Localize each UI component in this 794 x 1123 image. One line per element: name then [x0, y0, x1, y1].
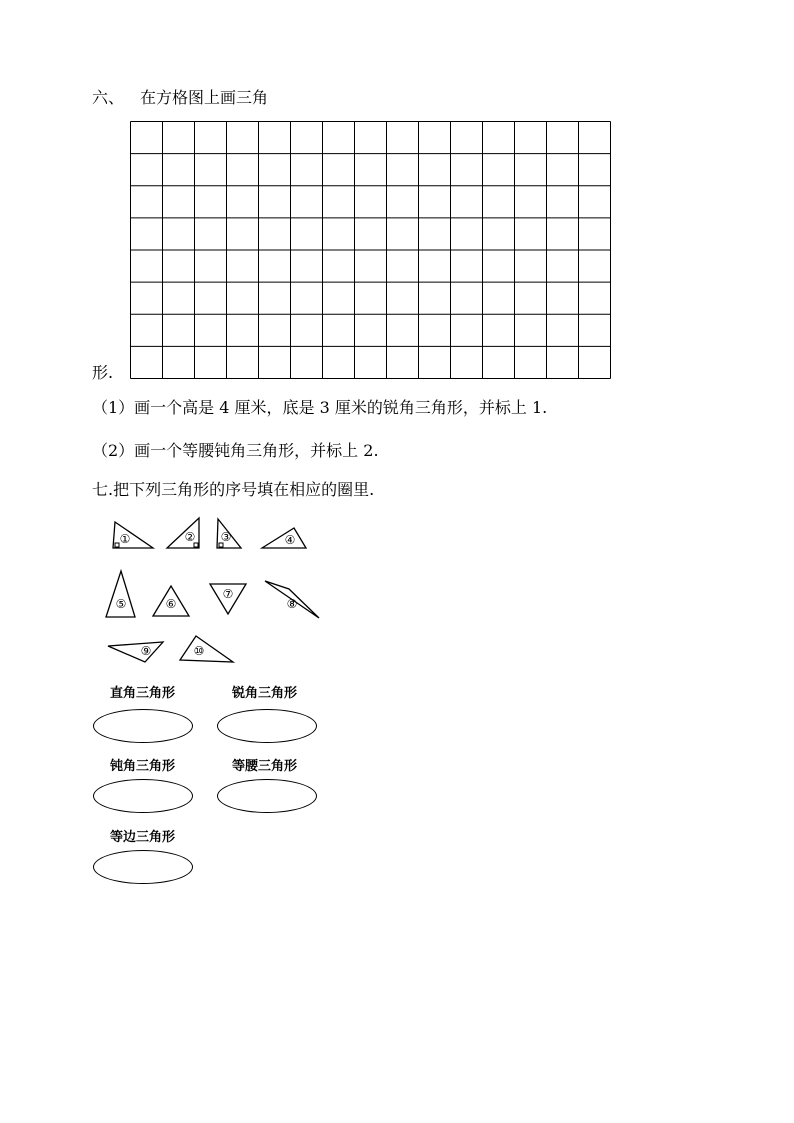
- triangle-label-4: ④: [284, 533, 296, 547]
- right-angle-mark-1: [115, 543, 119, 547]
- answer-oval-equilateral[interactable]: [93, 850, 193, 884]
- category-label-acute: 锐角三角形: [232, 686, 298, 701]
- triangle-figures: [96, 510, 336, 670]
- category-label-isosceles: 等腰三角形: [232, 759, 298, 774]
- answer-oval-isosceles[interactable]: [217, 779, 317, 813]
- triangle-label-6: ⑥: [165, 597, 177, 611]
- triangle-label-3: ③: [220, 530, 232, 544]
- section-6-number: 六、: [92, 88, 125, 107]
- triangle-label-10: ⑩: [193, 644, 205, 658]
- task-1-text: （1）画一个高是 4 厘米，底是 3 厘米的锐角三角形，并标上 1.: [92, 398, 548, 417]
- task-2-text: （2）画一个等腰钝角三角形，并标上 2.: [92, 441, 379, 460]
- section-6-title: 在方格图上画三角: [140, 88, 269, 107]
- triangle-label-5: ⑤: [115, 597, 127, 611]
- answer-oval-right[interactable]: [93, 709, 193, 743]
- category-label-right: 直角三角形: [110, 686, 176, 701]
- square-grid[interactable]: [130, 121, 611, 379]
- triangle-label-8: ⑧: [286, 597, 298, 611]
- category-label-obtuse: 钝角三角形: [110, 759, 176, 774]
- section-7-title: 七.把下列三角形的序号填在相应的圈里.: [92, 480, 375, 499]
- answer-oval-obtuse[interactable]: [93, 779, 193, 813]
- triangle-label-1: ①: [119, 532, 131, 546]
- triangle-10: [180, 636, 233, 662]
- section-6-title-tail: 形.: [92, 363, 114, 382]
- triangle-label-9: ⑨: [140, 644, 152, 658]
- triangle-label-7: ⑦: [222, 587, 234, 601]
- triangle-9: [108, 642, 163, 662]
- triangle-label-2: ②: [184, 530, 196, 544]
- category-label-equilateral: 等边三角形: [110, 830, 176, 845]
- answer-oval-acute[interactable]: [217, 709, 317, 743]
